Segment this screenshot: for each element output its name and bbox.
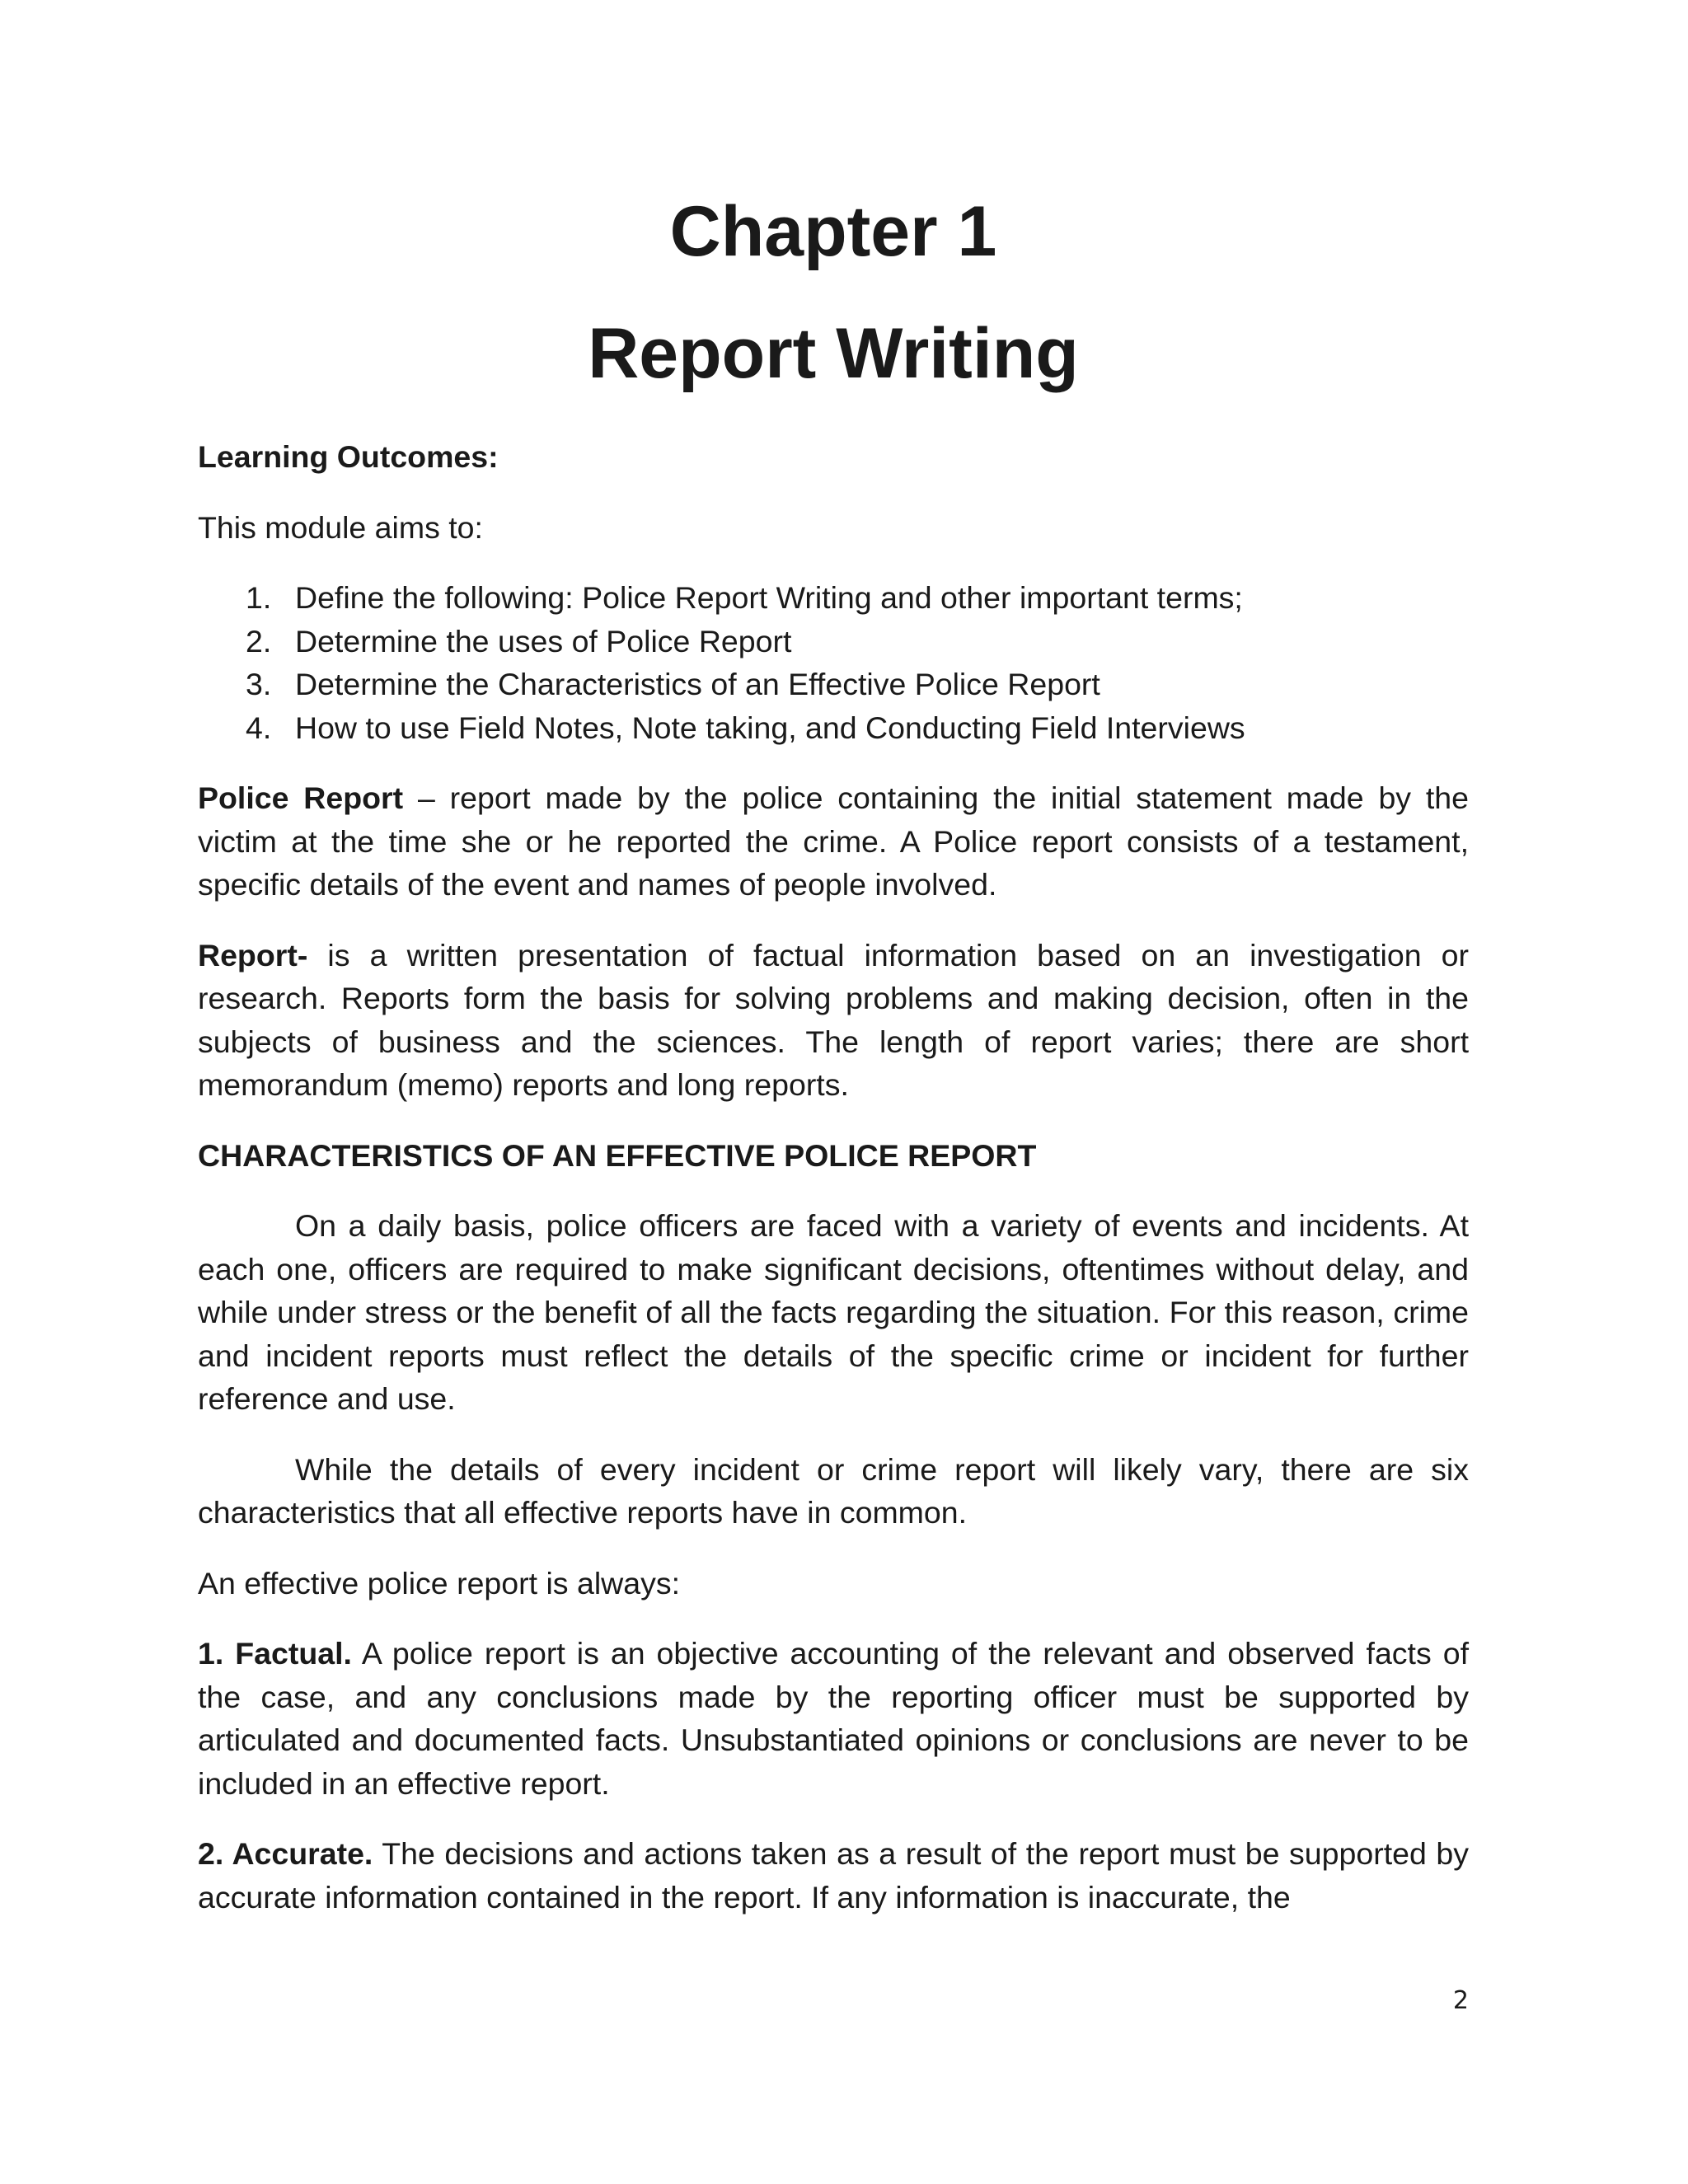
outcome-item xyxy=(198,706,1469,750)
characteristic-label: 1. Factual. xyxy=(198,1636,352,1671)
definition-text: is a written presentation of factual information based on an investigation or research. Reports form the basis for solving problems and making decision, often in the subjects of business and the sciences. The length of report varies; there are short memorandum (memo) reports and long reports. xyxy=(198,937,1469,1102)
outcome-text: Determine the Characteristics of an Effective Police Report xyxy=(295,667,1100,701)
definition-report xyxy=(198,934,1469,1107)
chapter-title: Report Writing xyxy=(588,314,1079,393)
characteristic-text: A police report is an objective accounting of the relevant and observed facts of the case, and any conclusions made by the reporting officer must be supported by articulated and documented facts. Unsubstantiated opinions or conclusions are never to be included in an effective report. xyxy=(198,1636,1469,1801)
outcome-item xyxy=(198,576,1469,620)
characteristics-paragraph-1: On a daily basis, police officers are faced with a variety of events and incidents. At each one, officers are required to make significant decisions, oftentimes without delay, and while under stress or the benefit of all the facts regarding the situation. For this reason, crime and incident reports must reflect the details of the specific crime or incident for further reference and use. xyxy=(198,1208,1469,1416)
learning-outcomes-heading: Learning Outcomes: xyxy=(198,439,499,474)
learning-outcomes-list xyxy=(198,576,1469,749)
characteristics-paragraph-2: While the details of every incident or crime report will likely vary, there are six characteristics that all effective reports have in common. xyxy=(198,1451,1469,1530)
outcome-item xyxy=(198,663,1469,706)
characteristic-text: The decisions and actions taken as a result of the report must be supported by accurate information contained in the report. If any information is inaccurate, the xyxy=(198,1836,1469,1915)
outcome-item xyxy=(198,620,1469,663)
outcome-text: How to use Field Notes, Note taking, and Conducting Field Interviews xyxy=(295,710,1245,745)
chapter-number: Chapter 1 xyxy=(669,192,997,271)
outcome-text: Determine the uses of Police Report xyxy=(295,623,792,658)
learning-outcomes-intro: This module aims to: xyxy=(198,509,483,545)
characteristics-heading: CHARACTERISTICS OF AN EFFECTIVE POLICE REPORT xyxy=(198,1137,1037,1173)
document-body xyxy=(198,435,1469,1946)
definition-text: – report made by the police containing the initial statement made by the victim at the time she or he reported the crime. A Police report consists of a testament, specific details of the event and names of people involved. xyxy=(198,780,1470,902)
characteristics-lead-in: An effective police report is always: xyxy=(198,1565,681,1601)
characteristic-factual xyxy=(198,1632,1469,1805)
page-number: 2 xyxy=(1452,1986,1469,2015)
outcome-number: 4. xyxy=(246,710,272,745)
definition-term: Police Report xyxy=(198,780,404,815)
definition-term: Report- xyxy=(198,937,308,972)
outcome-number: 1. xyxy=(246,580,272,615)
outcome-number: 3. xyxy=(246,667,272,701)
outcome-text: Define the following: Police Report Writing and other important terms; xyxy=(295,580,1243,615)
characteristic-label: 2. Accurate. xyxy=(198,1836,373,1871)
document-page xyxy=(198,0,1469,2184)
characteristic-accurate xyxy=(198,1832,1469,1919)
definition-police-report xyxy=(198,776,1469,907)
outcome-number: 2. xyxy=(246,623,272,658)
